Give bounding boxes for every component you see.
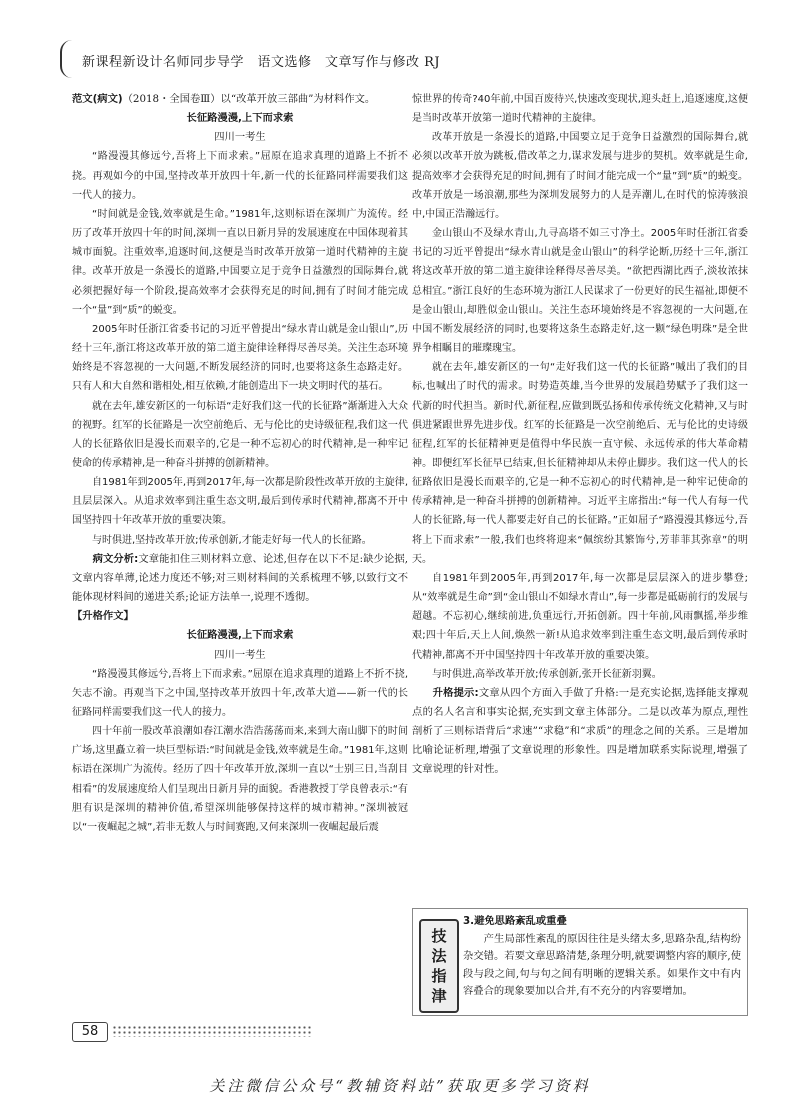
tip-text: 产生局部性紊乱的原因往往是头绪太多,思路杂乱,结构纷杂交错。若要文章思路清楚,条理分明,就要调整内容的顺序,使段与段之间,句与句之间有明晰的逻辑关系。如果作文中有内容叠合的现象要加以合并,有不充分的内容要增加。: [463, 932, 741, 997]
badge-char: 技: [431, 927, 447, 945]
page-footer: [72, 1022, 312, 1042]
intro-text: （2018・全国卷Ⅲ）以“改革开放三部曲”为材料作文。: [122, 93, 376, 105]
upgrade-tip-text: 文章从四个方面入手做了升格:一是充实论据,选择能支撑观点的名人名言和事实论据,充实到文章主体部分。二是以改革为原点,理性剖析了三则标语背后“求速”“求稳”和“求质”的理念之间的关系。三是增加比喻论证析理,增强了文章说理的形象性。四是增加联系实际说理,增强了文章说理的针对性。: [412, 686, 748, 776]
dot-pattern-decoration: [112, 1025, 312, 1037]
essay1-paragraph: “时间就是金钱,效率就是生命。”1981年,这则标语在深圳广为流传。经历了改革开放四十年的时间,深圳一直以日新月异的发展速度在中国体现着其城市面貌。注重效率,追逐时间,这便是当时改革开放第一道时代精神的主旋律。改革开放是一条漫长的道路,中国要立足于竞争日益激烈的国际舞台,就必须把握好每一个阶段,提高效率才会获得充足的时间,拥有了时间才能完成一个“量”到“质”的蜕变。: [72, 208, 408, 316]
page-number: 58: [72, 1022, 108, 1042]
analysis-text: 文章能扣住三则材料立意、论述,但存在以下不足:缺少论据,文章内容单薄,论述力度还不够;对三则材料间的关系梳理不够,以致行文不能体现材料间的递进关系;论证方法单一,说理不透彻。: [72, 552, 408, 604]
badge-char: 法: [431, 947, 447, 965]
left-column: [72, 90, 408, 837]
essay2-paragraph: “路漫漫其修远兮,吾将上下而求索。”屈原在追求真理的道路上不折不挠,矢志不渝。再观当下之中国,坚持改革开放四十年,改革大道——新一代的长征路同样需要我们这一代人的接力。: [72, 668, 408, 718]
intro-label: 范文(病文): [72, 93, 123, 105]
essay2-paragraph: 与时俱进,高举改革开放;传承创新,张开长征新羽翼。: [432, 668, 662, 680]
upgrade-tip-label: 升格提示:: [432, 686, 479, 699]
technique-badge: [419, 919, 459, 1013]
upgrade-tip: [412, 684, 748, 780]
essay1-paragraph: 自1981年到2005年,再到2017年,每一次都是阶段性改革开放的主旋律,且层层深入。从追求效率到注重生态文明,最后到传承时代精神,都离不开中国坚持四十年改革开放的重要决策。: [72, 477, 408, 527]
essay1-author: 四川一考生: [214, 131, 266, 144]
header-title: 新课程新设计名师同步导学 语文选修 文章写作与修改 RJ: [82, 55, 441, 70]
essay1-title: 长征路漫漫,上下而求索: [186, 112, 294, 125]
essay2-paragraph: 四十年前一股改革浪潮如春江潮水浩浩荡荡而来,来到大南山脚下的时间广场,这里矗立着一块巨型标语:“时间就是金钱,效率就是生命。”1981年,这则标语在深圳广为流传。经历了四十年改革开放,深圳一直以“士别三日,当刮目相看”的发展速度给人们呈现出日新月异的面貌。香港教授丁学良曾表示:“有胆有识是深圳的精神价值,希望深圳能够保持这样的城市精神。”深圳被冠以“一夜崛起之城”,若非无数人与时间赛跑,又何来深圳一夜崛起最后震: [72, 726, 408, 833]
technique-tip-box: [412, 908, 748, 1016]
upgrade-label: 【升格作文】: [72, 610, 134, 623]
tip-title: 3.避免思路紊乱或重叠: [463, 915, 567, 927]
essay1-paragraph: 与时俱进,坚持改革开放;传承创新,才能走好每一代人的长征路。: [92, 534, 372, 546]
essay2-continuation: 惊世界的传奇?40年前,中国百废待兴,快速改变现状,迎头赶上,追逐速度,这便是当时改革开放第一道时代精神的主旋律。: [412, 94, 748, 125]
essay2-paragraph: 就在去年,雄安新区的一句“走好我们这一代的长征路”喊出了我们的目标,也喊出了时代的需求。时势造英雄,当今世界的发展趋势赋予了我们这一代新的时代担当。新时代,新征程,应做到既弘扬和传承传统文化精神,又与时俱进紧跟世界先进步伐。红军的长征路是一次空前绝后、无与伦比的史诗级征程,红军的长征精神更是值得中华民族一直守候、永远传承的伟大革命精神。即便红军长征早已结束,但长征精神却从未停止脚步。我们这一代人的长征路依旧是漫长而艰辛的,它是一种不忘初心的时代精神,是一种牢记使命的传承精神,是一种奋斗拼搏的创新精神。习近平主席指出:“每一代人有每一代人的长征路,每一代人都要走好自己的长征路。”正如屈子“路漫漫其修远兮,吾将上下而求索”一般,我们也终将迎来“佩缤纷其繁饰兮,芳菲菲其弥章”的明天。: [412, 362, 748, 565]
essay2-author: 四川一考生: [214, 648, 266, 661]
right-column: [412, 90, 748, 780]
essay1-paragraph: “路漫漫其修远兮,吾将上下而求索。”屈原在追求真理的道路上不折不挠。再观如今的中国,坚持改革开放四十年,新一代的长征路同样需要我们这一代人的接力。: [72, 151, 408, 201]
essay1-paragraph: 就在去年,雄安新区的一句标语“走好我们这一代的长征路”渐渐进入大众的视野。红军的长征路是一次空前绝后、无与伦比的史诗级征程,我们这一代人的长征路依旧是漫长而艰辛的,它是一种不忘初心的时代精神,是一种牢记使命的传承精神,是一种奋斗拼搏的创新精神。: [72, 400, 408, 469]
brace-decoration: [60, 40, 74, 78]
page-header: [0, 0, 800, 90]
tip-content: [463, 913, 741, 1001]
promo-banner: 关注微信公众号“教辅资料站”获取更多学习资料: [209, 1077, 591, 1095]
essay2-paragraph: 金山银山不及绿水青山,九寻高塔不如三寸净土。2005年时任浙江省委书记的习近平曾提出“绿水青山就是金山银山”的科学论断,历经十三年,浙江将这改革开放的第二道主旋律诠释得尽善尽美。“欲把西湖比西子,淡妆浓抹总相宜。”浙江良好的生态环境为浙江人民谋求了一份更好的民生福祉,即便不是金山银山,却胜似金山银山。关注生态环境始终是不容忽视的一大问题,在中国不断发展经济的同时,也要将这条生态路走好,这一颗“绿色明珠”是全世界争相瞩目的璀璨瑰宝。: [412, 228, 748, 355]
essay2-paragraph: 自1981年到2005年,再到2017年,每一次都是层层深入的进步攀登;从“效率就是生命”到“金山银山不如绿水青山”,每一步都是砥砺前行的发展与超越。不忘初心,继续前进,负重远行,开拓创新。四十年前,风雨飘摇,举步维艰;四十年后,天上人间,焕然一新!从追求效率到注重生态文明,最后到传承时代精神,都离不开中国坚持四十年改革开放的重要决策。: [412, 572, 748, 661]
essay1-paragraph: 2005年时任浙江省委书记的习近平曾提出“绿水青山就是金山银山”,历经十三年,浙江将这改革开放的第二道主旋律诠释得尽善尽美。关注生态环境始终是不容忽视的一大问题,不断发展经济的同时,也要将这条生态路走好。只有人和大自然和谐相处,相互依赖,才能创造出下一块文明时代的基石。: [72, 323, 408, 393]
analysis-label: 病文分析:: [92, 552, 139, 565]
essay2-paragraph: 改革开放是一条漫长的道路,中国要立足于竞争日益激烈的国际舞台,就必须以改革开放为跳板,借改革之力,谋求发展与进步的契机。效率就是生命,提高效率才会获得充足的时间,拥有了时间才能完成一个“量”到“质”的蜕变。改革开放是一场浪潮,那些为深圳发展努力的人是弄潮儿,在时代的惊涛骇浪中,中国正浩瀚远行。: [412, 132, 748, 220]
badge-char: 指: [431, 967, 447, 985]
badge-char: 津: [431, 987, 447, 1005]
essay2-title: 长征路漫漫,上下而求索: [186, 629, 294, 642]
analysis: [72, 550, 408, 607]
intro: [72, 90, 408, 109]
